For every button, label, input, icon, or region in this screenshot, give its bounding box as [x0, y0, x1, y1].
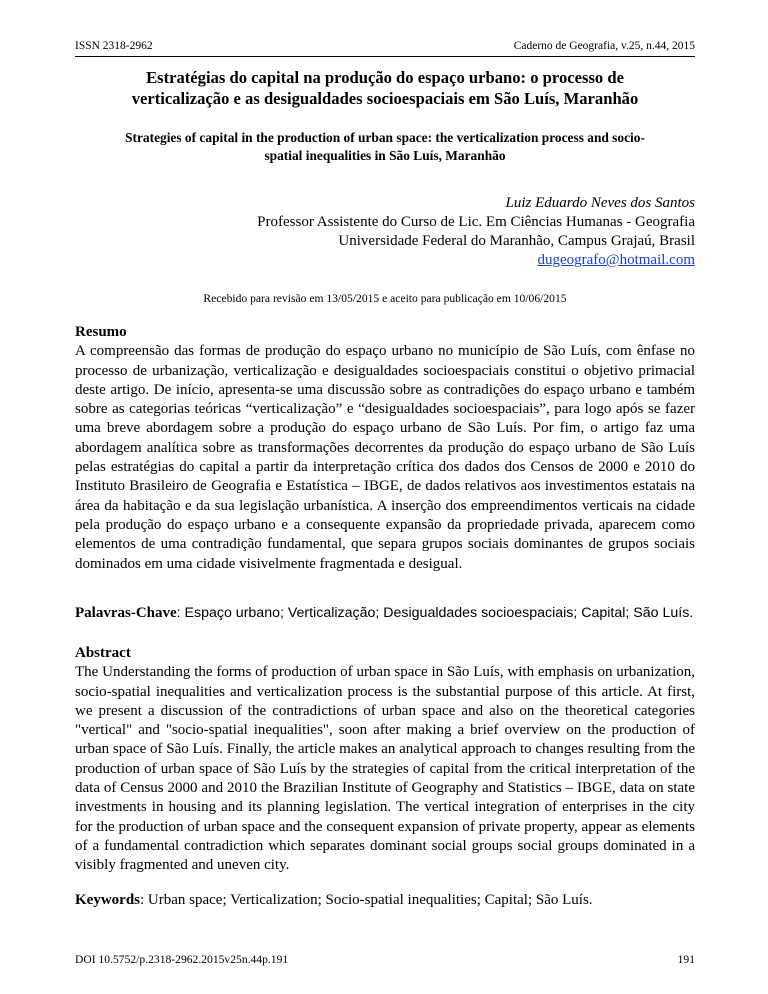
- keywords-section: [75, 891, 695, 910]
- abstract-heading: Abstract: [75, 645, 131, 661]
- title-line-1: Estratégias do capital na produção do espaço urbano: o processo de: [146, 68, 624, 87]
- running-header: [75, 40, 695, 57]
- abstract-section: [75, 644, 695, 876]
- resumo-section: [75, 323, 695, 574]
- received-date: Recebido para revisão em 13/05/2015 e aceito para publicação em 10/06/2015: [203, 292, 567, 305]
- article-title: [75, 67, 695, 109]
- subtitle-line-2: spatial inequalities in São Luís, Maranhão: [264, 148, 506, 163]
- subtitle-line-1: Strategies of capital in the production of urban space: the verticalization process and socio-: [125, 130, 645, 145]
- doi: DOI 10.5752/p.2318-2962.2015v25n.44p.191: [75, 953, 289, 966]
- resumo-heading: Resumo: [75, 324, 127, 340]
- author-name: Luiz Eduardo Neves dos Santos: [505, 195, 695, 211]
- palavras-chave-text: : Espaço urbano; Verticalização; Desigualdades socioespaciais; Capital; São Luís.: [176, 605, 694, 621]
- issn: ISSN 2318-2962: [75, 40, 153, 52]
- article-subtitle-english: [75, 129, 695, 165]
- page-footer: [75, 953, 695, 966]
- keywords-text: : Urban space; Verticalization; Socio-spatial inequalities; Capital; São Luís.: [140, 892, 593, 908]
- page-number: 191: [677, 953, 695, 966]
- resumo-text: A compreensão das formas de produção do espaço urbano no município de São Luís, com ênfase no processo de urbanização, verticalização e desigualdades socioespaciais constitui o objetivo primacial deste artigo. De início, apresenta-se uma discussão sobre as contradições do espaço urbano e também sobre as categorias teóricas “verticalização” e “desigualdades socioespaciais”, para logo após se fazer uma breve abordagem sobre a produção do espaço urbano de São Luís. Por fim, o artigo faz uma abordagem analítica sobre as transformações decorrentes da produção do espaço urbano de São Luís pelas estratégias do capital a partir da interpretação crítica dos dados dos Censos de 2000 e 2010 do Instituto Brasileiro de Geografia e Estatística – IBGE, de dados relativos aos investimentos estatais na área da habitação e da sua legislação urbanística. A inserção dos empreendimentos verticais na cidade pela produção do espaço urbano e a consequente expansão da propriedade privada, aparecem como elementos de uma contradição fundamental, que separa grupos sociais dominantes de grupos sociais dominados em uma cidade visivelmente fragmentada e desigual.: [75, 343, 695, 572]
- author-institution: Universidade Federal do Maranhão, Campus Grajaú, Brasil: [338, 233, 695, 249]
- author-position: Professor Assistente do Curso de Lic. Em Ciências Humanas - Geografia: [257, 214, 695, 230]
- author-email-link[interactable]: dugeografo@hotmail.com: [537, 252, 695, 268]
- palavras-chave-section: [75, 604, 695, 623]
- title-line-2: verticalização e as desigualdades socioespaciais em São Luís, Maranhão: [131, 89, 639, 108]
- author-block: [257, 194, 695, 270]
- journal-citation: Caderno de Geografia, v.25, n.44, 2015: [513, 40, 695, 52]
- palavras-chave-heading: Palavras-Chave: [75, 605, 177, 621]
- abstract-text: The Understanding the forms of production of urban space in São Luís, with emphasis on urbanization, socio-spatial inequalities and verticalization process is the substantial purpose of this article. At first, we present a discussion of the contradictions of urban space and also on the theoretical categories "vertical" and "socio-spatial inequalities", soon after making a brief overview on the production of urban space of São Luís. Finally, the article makes an analytical approach to changes resulting from the production of urban space of São Luís by the strategies of capital from the critical interpretation of the data of Census 2000 and 2010 the Brazilian Institute of Geography and Statistics – IBGE, data on state investments in housing and its planning legislation. The vertical integration of enterprises in the city for the production of urban space and the consequent expansion of private property, appear as elements of a fundamental contradiction which separates dominant social groups social groups dominated in a visibly fragmented and uneven city.: [75, 664, 695, 874]
- keywords-heading: Keywords: [75, 892, 140, 908]
